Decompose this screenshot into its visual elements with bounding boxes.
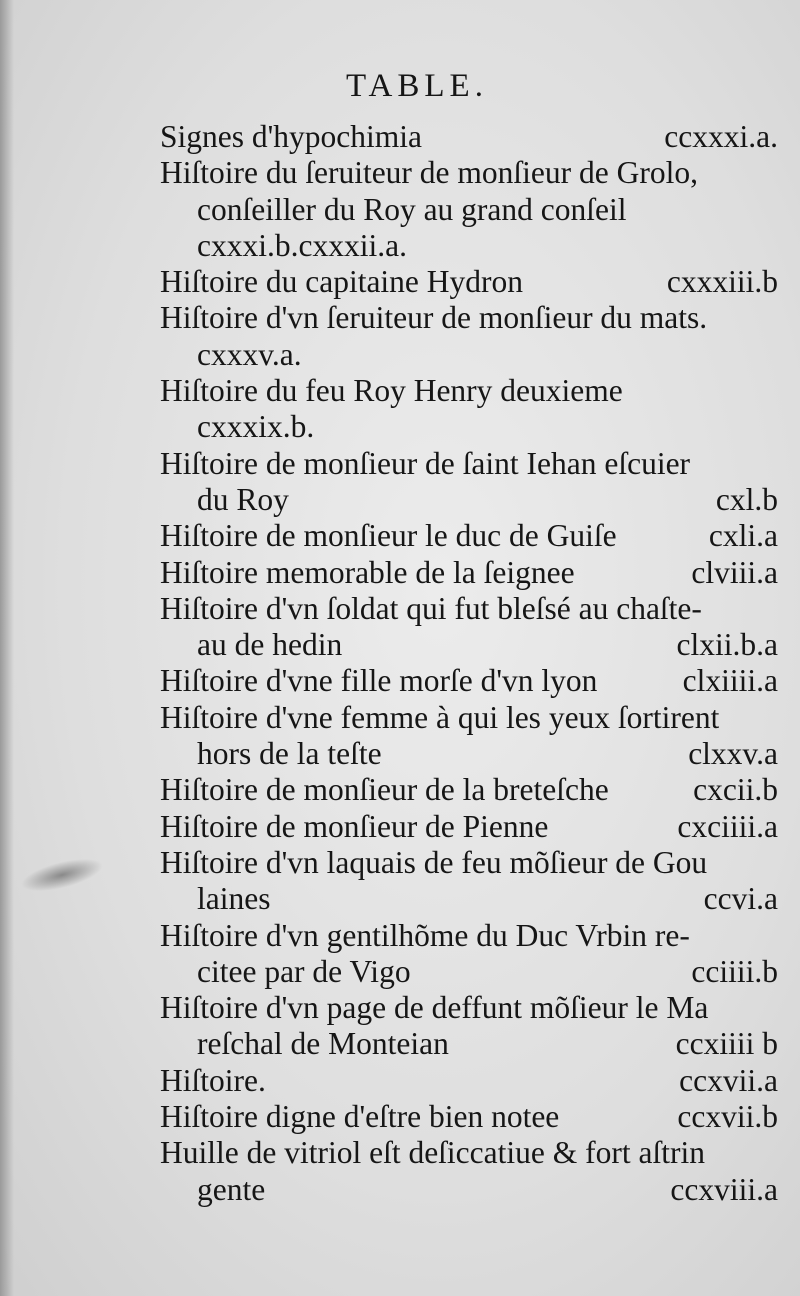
index-entry [160, 446, 778, 519]
entry-text: Hiſtoire du capitaine Hydron [160, 264, 524, 300]
entry-line [160, 300, 778, 336]
entry-continuation-line [160, 228, 778, 264]
index-entry [160, 809, 778, 845]
entry-text: Hiſtoire. [160, 1062, 266, 1098]
index-entry [160, 990, 778, 1063]
index-entry [160, 700, 778, 773]
page-reference: cxli.a [708, 518, 778, 554]
entry-text: Hiſtoire d'vn ſeruiteur de monſieur du mats. [160, 300, 708, 336]
entry-line [160, 772, 778, 808]
entry-text: Hiſtoire de monſieur de Pienne [160, 808, 549, 844]
page-edge-shadow [0, 0, 14, 1296]
entry-text: gente [197, 1171, 266, 1207]
entry-text: Hiſtoire de monſieur le duc de Guiſe [160, 518, 617, 554]
index-entry [160, 1135, 778, 1208]
index-entry [160, 264, 778, 300]
entry-line [160, 809, 778, 845]
entry-continuation-line [160, 736, 778, 772]
index-entry [160, 591, 778, 664]
entry-text: hors de la teſte [197, 736, 382, 772]
page-reference: clxiiii.a [682, 663, 778, 699]
entry-continuation-line [160, 627, 778, 663]
entry-line [160, 1135, 778, 1171]
entry-text: Hiſtoire du feu Roy Henry deuxieme [160, 373, 623, 409]
entry-text: cxxxv.a. [197, 336, 302, 372]
entry-continuation-line [160, 192, 778, 228]
entry-text: Hiſtoire digne d'eſtre bien notee [160, 1099, 560, 1135]
page-reference: ccxiiii b [675, 1026, 778, 1062]
entry-text: Hiſtoire d'vn laquais de feu mõſieur de Gou [160, 844, 708, 880]
ink-smudge [18, 852, 106, 898]
entry-text: reſchal de Monteian [197, 1026, 449, 1062]
page-reference: cxciiii.a [677, 808, 778, 844]
entry-text: Hiſtoire d'vne fille morſe d'vn lyon [160, 663, 598, 699]
index-entry [160, 300, 778, 373]
entry-line [160, 591, 778, 627]
index-entry [160, 555, 778, 591]
entry-line [160, 990, 778, 1026]
entry-continuation-line [160, 881, 778, 917]
index-entry [160, 1099, 778, 1135]
index-entry [160, 772, 778, 808]
index-entry [160, 373, 778, 446]
page-reference: clxii.b.a [676, 627, 778, 663]
entry-line [160, 446, 778, 482]
entry-text: cxxxix.b. [197, 409, 315, 445]
entry-text: Hiſtoire de monſieur de la breteſche [160, 772, 609, 808]
entry-continuation-line [160, 954, 778, 990]
entry-line [160, 264, 778, 300]
entry-text: citee par de Vigo [197, 953, 411, 989]
entry-text: Hiſtoire d'vn ſoldat qui fut bleſsé au chaſte- [160, 590, 702, 626]
page-reference: cxl.b [715, 481, 778, 517]
page-reference: cxcii.b [693, 772, 778, 808]
page-reference: ccvi.a [703, 881, 778, 917]
index-entry [160, 119, 778, 155]
entry-line [160, 700, 778, 736]
page-reference: ccxxxi.a. [664, 119, 778, 154]
entry-line [160, 373, 778, 409]
entry-line [160, 918, 778, 954]
entry-continuation-line [160, 337, 778, 373]
entry-text: laines [197, 881, 271, 917]
index-entry [160, 155, 778, 264]
entry-text: cxxxi.b.cxxxii.a. [197, 227, 407, 263]
entry-text: du Roy [197, 481, 289, 517]
entry-line [160, 155, 778, 191]
page-heading: TABLE. [346, 68, 488, 104]
entry-line [160, 518, 778, 554]
page-reference: ccxviii.a [670, 1171, 778, 1207]
index-entry [160, 845, 778, 918]
entry-text: Huille de vitriol eſt deſiccatiue & fort aſtrin [160, 1135, 705, 1171]
entry-line [160, 1099, 778, 1135]
page-reference: ccxvii.b [677, 1099, 778, 1135]
entry-text: Hiſtoire d'vn gentilhõme du Duc Vrbin re- [160, 917, 690, 953]
index-entry [160, 1063, 778, 1099]
entry-text: Hiſtoire de monſieur de ſaint Iehan eſcuier [160, 445, 691, 481]
entry-continuation-line [160, 482, 778, 518]
page-reference: cciiii.b [691, 953, 778, 989]
page-reference: cxxxiii.b [666, 264, 778, 300]
entry-text: conſeiller du Roy au grand conſeil [197, 191, 627, 227]
entry-continuation-line [160, 409, 778, 445]
entry-line [160, 663, 778, 699]
entry-text: Hiſtoire d'vn page de deffunt mõſieur le Ma [160, 990, 709, 1026]
page-reference: clviii.a [691, 554, 778, 590]
page-reference: clxxv.a [688, 736, 778, 772]
entry-text: Hiſtoire d'vne femme à qui les yeux ſortirent [160, 699, 720, 735]
entry-continuation-line [160, 1172, 778, 1208]
index-table [160, 119, 778, 1208]
page-reference: ccxvii.a [679, 1062, 778, 1098]
entry-line [160, 845, 778, 881]
entry-text: Hiſtoire du ſeruiteur de monſieur de Grolo, [160, 155, 698, 191]
index-entry [160, 518, 778, 554]
index-entry [160, 918, 778, 991]
entry-line [160, 555, 778, 591]
entry-text: Hiſtoire memorable de la ſeignee [160, 554, 575, 590]
entry-continuation-line [160, 1026, 778, 1062]
entry-line [160, 119, 778, 155]
entry-text: au de hedin [197, 627, 343, 663]
entry-line [160, 1063, 778, 1099]
index-entry [160, 663, 778, 699]
entry-text: Signes d'hypochimia [160, 119, 423, 154]
